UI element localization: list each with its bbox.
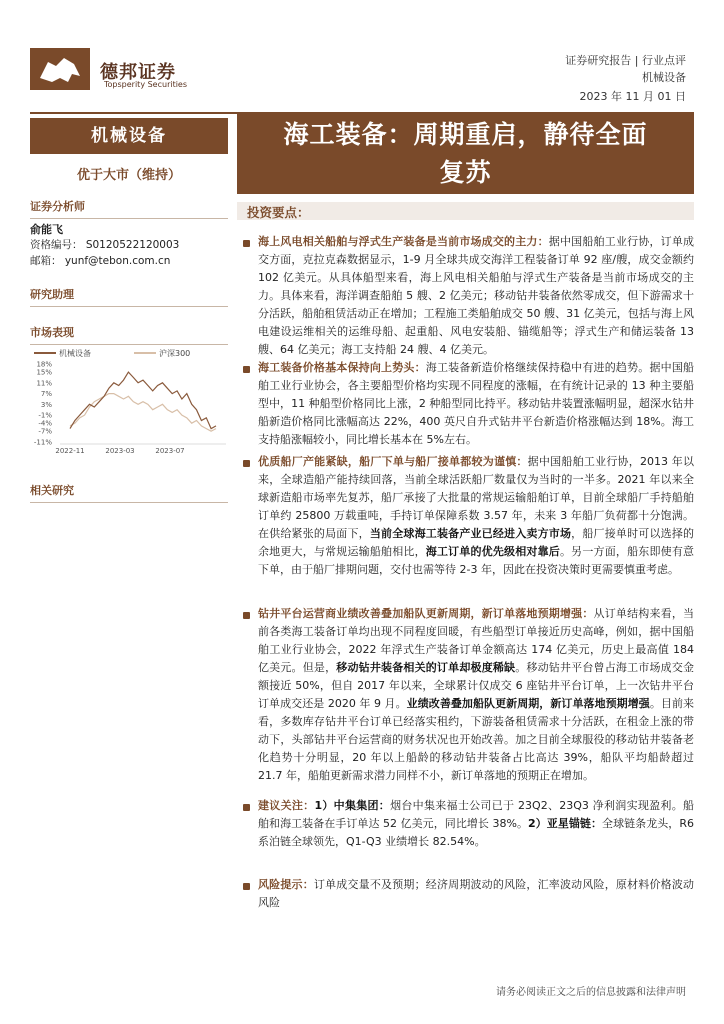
paragraph-1 <box>258 233 694 359</box>
p6-body: 订单成交量不及预期；经济周期波动的风险，汇率波动风险，原材料价格波动风险 <box>258 878 694 909</box>
p4-body-c: 。目前来看，多数库存钻井平台订单已经落实租约，下游装备租赁需求十分活跃，在租金上涨的带动下，头部钻井平台运营商的财务状况也开始改善。加之目前全球服役的移动钻井装备老化趋势十分明显，20 年以上船龄的移动钻井装备占比高达 39%，船队平均船龄超过 21.7 年，船舶更新需求潜力同样不小，新订单落地的预期正在增加。 <box>258 697 695 782</box>
p3-body-a: 据中国船舶工业行协，2013 年以来，全球造船产能持续回落，当前全球活跃船厂数量仅为当时的一半多。2021 年以来全球新造船市场率先复苏，船厂承接了大批量的常规运输船舶订单，目前全球船厂手持船舶订单约 25800 万载重吨，手持订单保障系数 3.57 年，未来 3 年船厂负荷都十分饱满。在供给紧张的局面下， <box>258 455 694 540</box>
p2-heading: 海工装备价格基本保持向上势头： <box>258 361 426 374</box>
x-tick-label: 2022-11 <box>55 447 85 455</box>
series-line <box>70 394 216 432</box>
analyst-label: 证券分析师 <box>30 198 228 219</box>
p4-body-a: 从订单结构来看，当前各类海工装备订单均出现不同程度回暖，有些船型订单接近历史高峰，例如，据中国船舶工业行业协会，2022 年浮式生产装备订单金额高达 174 亿美元，历史上最高值 184 亿美元。但是， <box>258 607 695 674</box>
p4-body-b: 。移动钻井平台曾占海工市场成交金额接近 50%，但自 2017 年以来，全球累计仅成交 6 座钻井平台订单，上一次钻井平台订单成交还是 2020 年 9 月。 <box>258 661 695 710</box>
paragraph-2 <box>258 359 694 449</box>
p3-body-c: 。另一方面，船东即使有意下单，由于船厂排期问题，交付也需等待 2-3 年，因此在投资决策时更需要慎重考虑。 <box>258 545 695 576</box>
brand-logo <box>30 48 90 90</box>
related-label: 相关研究 <box>30 482 228 503</box>
p5-body-a: 烟台中集来福士公司已于 23Q2、23Q3 净利润实现盈利。船舶和海工装备在手订单达 52 亿美元，同比增长 38%。 <box>258 799 695 830</box>
paragraph-5 <box>258 797 694 851</box>
y-tick-label: 7% <box>40 390 52 399</box>
header-sector: 机械设备 <box>642 71 686 84</box>
rating: 优于大市（维持） <box>76 168 181 183</box>
report-title <box>237 116 694 192</box>
p3-body-b: ，船厂接单时可以选择的余地更大，与常规运输船舶相比， <box>258 527 695 558</box>
analyst-email: 邮箱： yunf@tebon.com.cn <box>30 255 171 267</box>
market-chart <box>30 346 230 456</box>
market-label: 市场表现 <box>30 324 228 345</box>
y-tick-label: -7% <box>38 427 52 436</box>
p6-heading: 风险提示： <box>258 878 314 891</box>
bullet <box>243 366 250 373</box>
paragraph-4 <box>258 605 694 785</box>
report-type: 证券研究报告 | 行业点评 <box>565 54 686 67</box>
key-points-label: 投资要点： <box>247 205 310 220</box>
legend-label: 沪深300 <box>159 349 191 358</box>
x-tick-label: 2023-03 <box>105 447 135 455</box>
report-date: 2023 年 11 月 01 日 <box>579 90 686 103</box>
title-line-2: 复苏 <box>439 158 492 187</box>
y-tick-label: 15% <box>36 368 52 377</box>
p5-body-b: 全球链条龙头，R6 系泊链全球领先，Q1-Q3 业绩增长 82.54%。 <box>258 817 694 848</box>
y-tick-label: -4% <box>38 419 52 428</box>
sector-box: 机械设备 <box>30 118 228 154</box>
p4-bold-a: 移动钻井装备相关的订单却极度稀缺 <box>336 661 516 674</box>
y-tick-label: 18% <box>36 360 52 369</box>
series-line <box>70 372 216 429</box>
bullet <box>243 612 250 619</box>
p1-body: 据中国船舶工业行协，订单成交方面，克拉克森数据显示，1-9 月全球共成交海洋工程装备订单 92 座/艘，成交金额约 102 亿美元。从具体船型来看，海上风电相关船舶与浮式生产装备是当前市场成交的主力。具体来看，海洋调查船舶 5 艘、2 亿美元；移动钻井装备依然零成交，但下游需求十分活跃，船舶租赁活动正在增加；工程施工类船舶成交 50 艘、31 亿美元，包括与海上风电建设运维相关的运维母船、起重船、风电安装船、锚缆船等；浮式生产和储运装备 13 艘、64 亿美元；海工支持船 24 艘、4 亿美元。 <box>258 235 695 356</box>
y-tick-label: 3% <box>40 400 52 409</box>
x-tick-label: 2023-07 <box>155 447 185 455</box>
p3-bold-b: 海工订单的优先级相对靠后 <box>425 545 560 558</box>
key-points-header <box>237 202 694 220</box>
bullet <box>243 460 250 467</box>
assistant-label: 研究助理 <box>30 286 228 307</box>
p1-heading: 海上风电相关船舶与浮式生产装备是当前市场成交的主力： <box>258 235 549 248</box>
brand-name-cn: 德邦证券 <box>100 62 176 83</box>
p5-bold-a: 1）中集集团： <box>314 799 391 812</box>
p3-heading: 优质船厂产能紧缺，船厂下单与船厂接单都较为谨慎： <box>258 455 528 468</box>
y-tick-label: -11% <box>33 438 52 447</box>
footer-disclaimer: 请务必阅读正文之后的信息披露和法律声明 <box>496 987 686 998</box>
y-tick-label: 11% <box>36 379 52 388</box>
legend-label: 机械设备 <box>59 349 91 358</box>
brand-name-en: Topsperity Securities <box>104 80 188 89</box>
analyst-cert: 资格编号： S0120522120003 <box>30 239 180 251</box>
paragraph-3 <box>258 453 694 579</box>
bullet <box>243 883 250 890</box>
p5-bold-b: 2）亚星锚链： <box>528 817 603 830</box>
y-tick-label: -1% <box>38 411 52 420</box>
p4-heading: 钻井平台运营商业绩改善叠加船队更新周期，新订单落地预期增强： <box>258 607 594 620</box>
analyst-name: 俞能飞 <box>30 223 63 236</box>
bull-logo-icon <box>30 48 90 90</box>
paragraph-6 <box>258 876 694 912</box>
bullet <box>243 240 250 247</box>
p3-bold-a: 当前全球海工装备产业已经进入卖方市场 <box>369 527 572 540</box>
title-line-1: 海工装备：周期重启，静待全面 <box>283 120 648 149</box>
bullet <box>243 804 250 811</box>
p2-body: 海工装备新造价格继续保持稳中有进的趋势。据中国船舶工业行业协会，各主要船型价格均实现不同程度的涨幅，在有统计记录的 13 种主要船型中，11 种船型价格同比上涨，2 种船型同比持平。移动钻井装置涨幅明显，超深水钻井船新造价格同比涨幅高达 22%，400 英尺自升式钻井平台新造价格涨幅达到 18%。海工支持船涨幅较小，同比增长基本在 5%左右。 <box>258 361 695 446</box>
p4-bold-b: 业绩改善叠加船队更新周期，新订单落地预期增强 <box>406 697 650 710</box>
p5-heading: 建议关注： <box>258 799 315 812</box>
